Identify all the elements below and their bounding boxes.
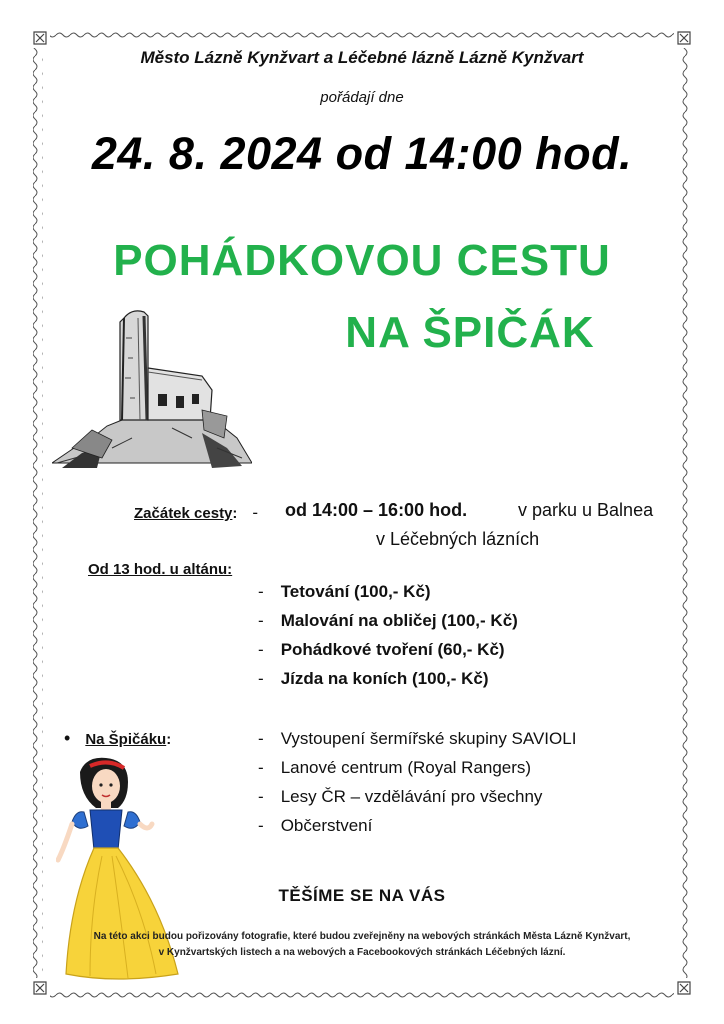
organizer-line: Město Lázně Kynžvart a Léčebné lázně Lázně Kynžvart xyxy=(140,48,584,67)
spicak-label-row xyxy=(64,728,171,749)
spicak-list-item: - Vystoupení šermířské skupiny SAVIOLI xyxy=(258,729,577,748)
altan-list-item: - Pohádkové tvoření (60,- Kč) xyxy=(258,640,505,659)
start-time: od 14:00 – 16:00 hod. xyxy=(285,500,468,520)
start-place-line2: v Léčebných lázních xyxy=(376,529,540,549)
photo-note-line1: Na této akci budou pořizovány fotografie, které budou zveřejněny na webových stránkách Města Lázně Kynžvart, xyxy=(93,931,631,942)
spicak-list-item: - Občerstvení xyxy=(258,816,373,835)
welcome-message: TĚŠÍME SE NA VÁS xyxy=(278,886,446,905)
altan-list-item: - Malování na obličej (100,- Kč) xyxy=(258,611,518,630)
start-label-row xyxy=(134,502,258,523)
subline: pořádají dne xyxy=(320,89,404,106)
castle-illustration xyxy=(52,298,252,488)
bullet-icon: • xyxy=(64,728,71,748)
event-title-line1: POHÁDKOVOU CESTU xyxy=(113,236,611,285)
spicak-colon: : xyxy=(166,731,172,748)
start-place-line1: v parku u Balnea xyxy=(518,500,654,520)
photo-note-line2: v Kynžvartských listech a na webových a Facebookových stránkách Léčebných lázní. xyxy=(158,947,566,958)
start-colon: : xyxy=(232,505,238,522)
altan-list-item: - Tetování (100,- Kč) xyxy=(258,582,431,601)
event-date: 24. 8. 2024 od 14:00 hod. xyxy=(91,128,633,179)
spicak-list-item: - Lanové centrum (Royal Rangers) xyxy=(258,758,532,777)
event-title-line2: NA ŠPIČÁK xyxy=(345,308,595,357)
altan-list-item: - Jízda na koních (100,- Kč) xyxy=(258,669,489,688)
altan-label-row xyxy=(88,558,232,579)
altan-label: Od 13 hod. u altánu: xyxy=(88,561,233,578)
start-label: Začátek cesty xyxy=(134,505,233,522)
spicak-label: Na Špičáku xyxy=(85,731,167,748)
start-dash: - xyxy=(252,503,259,522)
spicak-list-item: - Lesy ČR – vzdělávání pro všechny xyxy=(258,787,543,806)
